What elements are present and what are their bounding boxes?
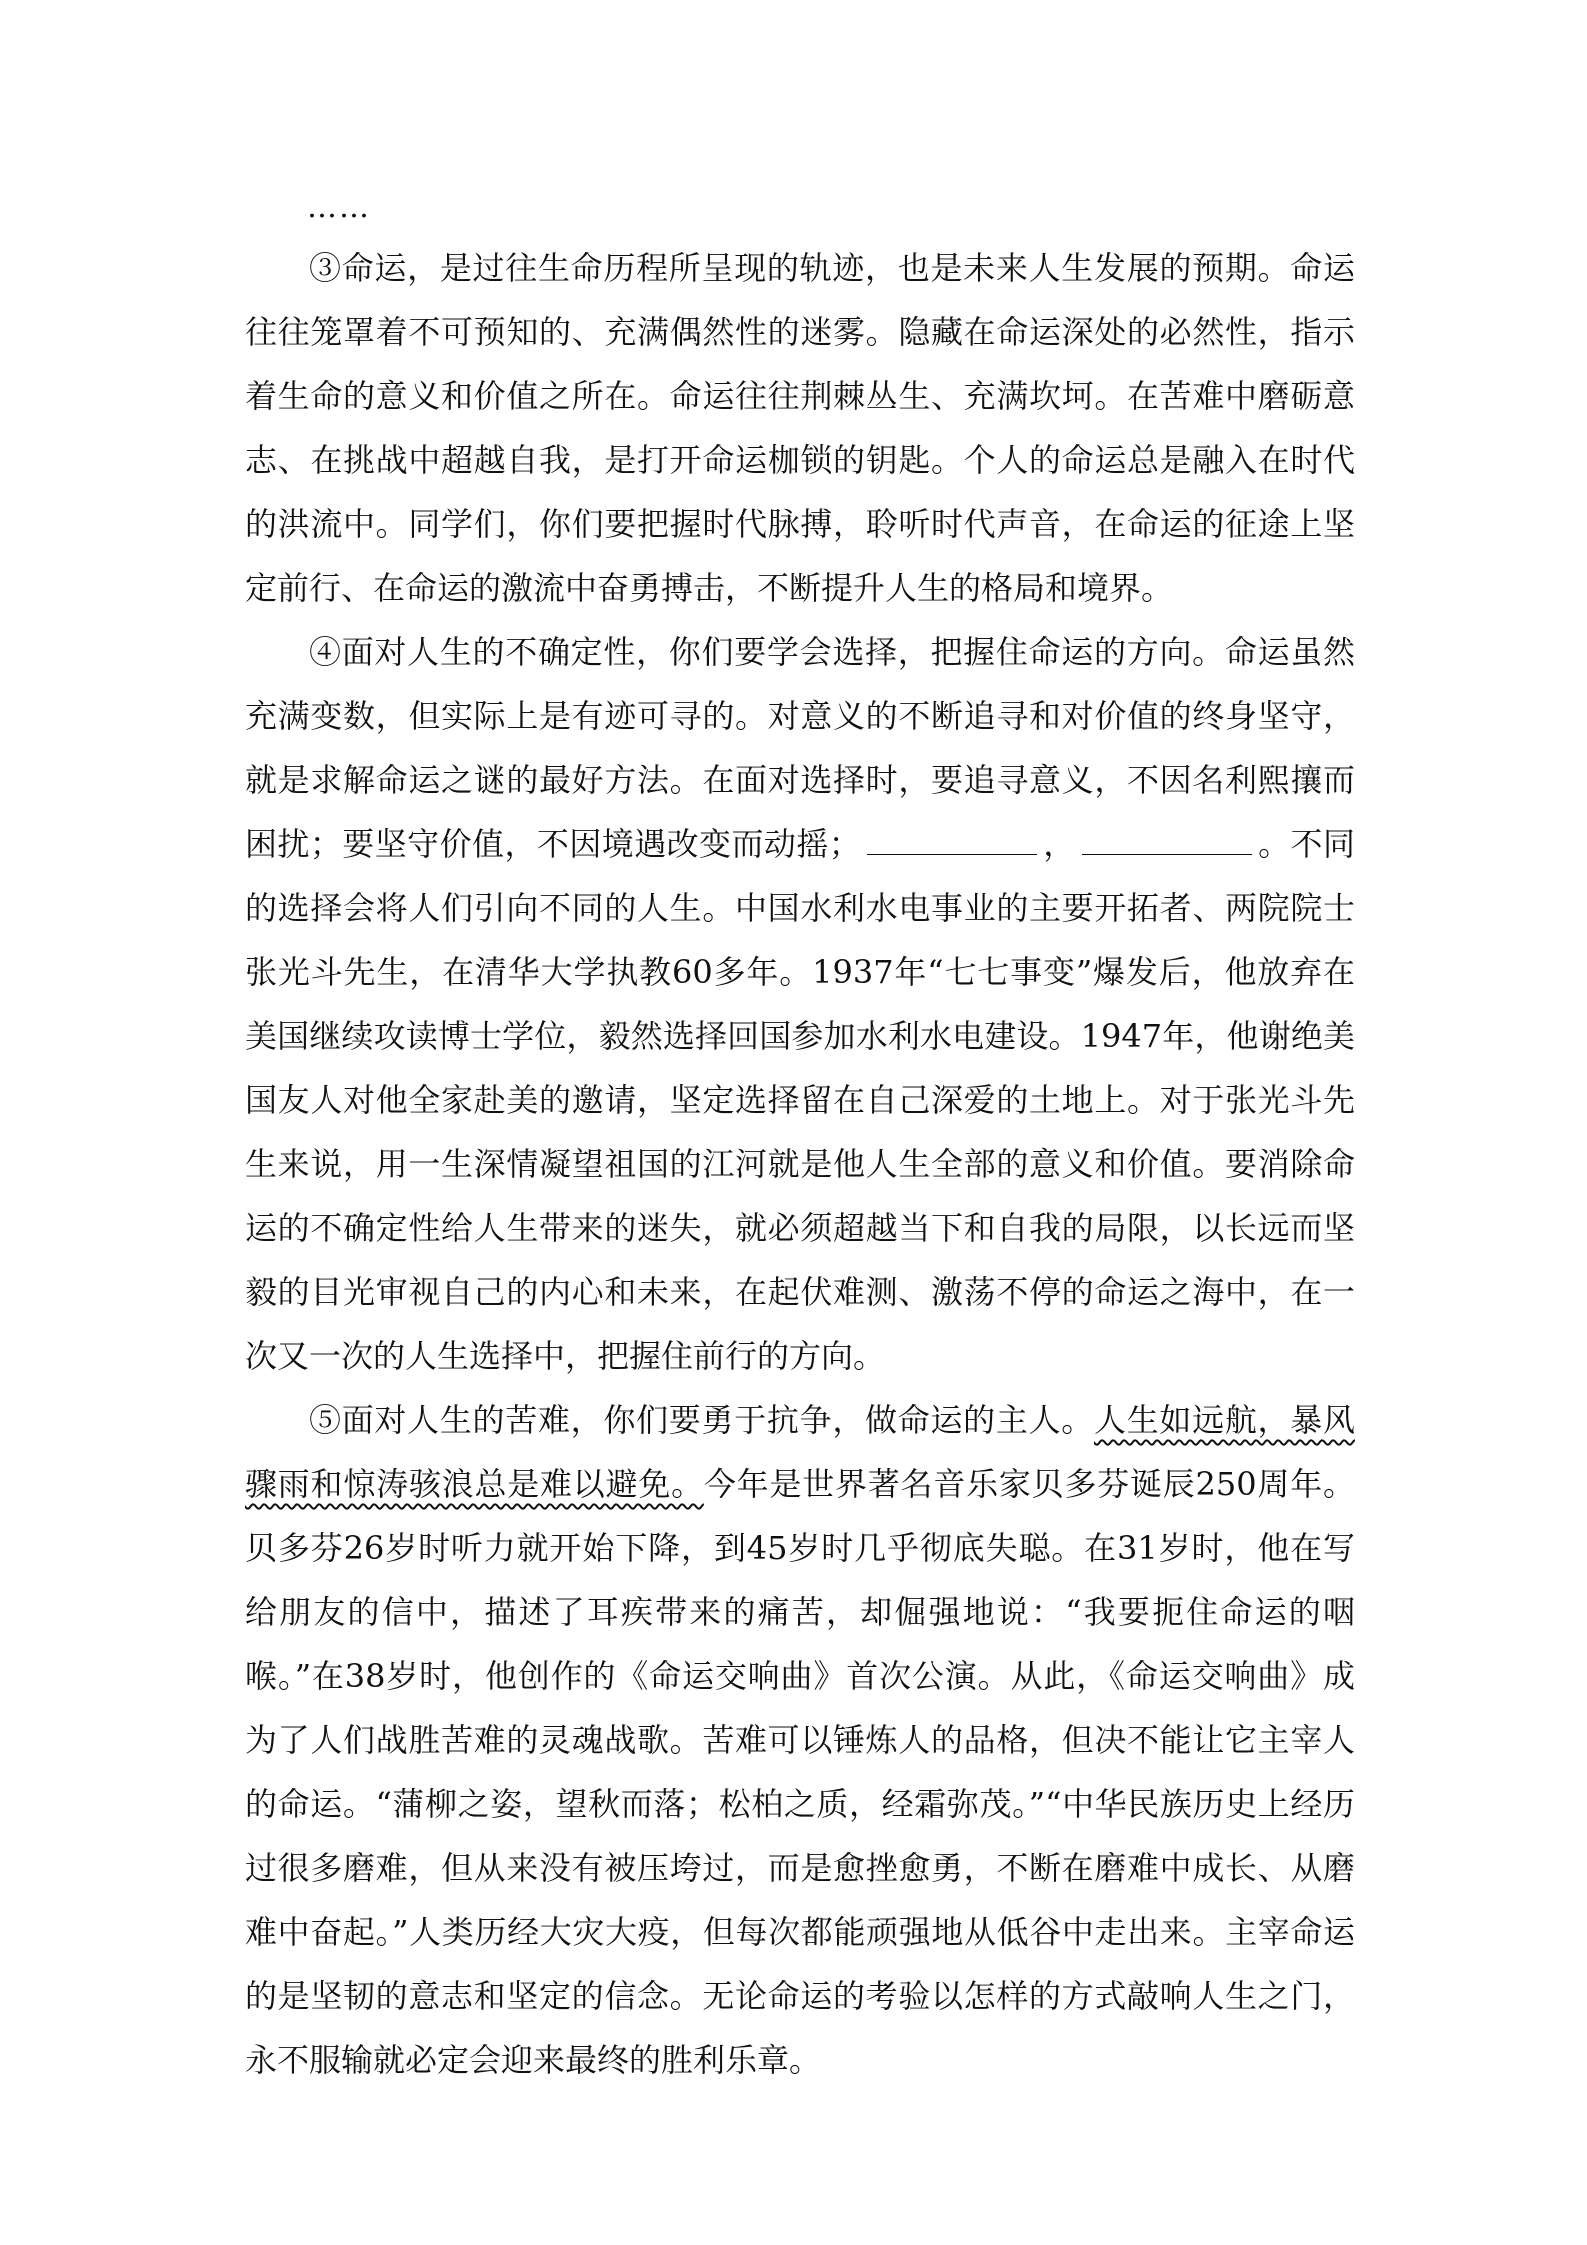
- document-body: [245, 188, 1355, 2092]
- paragraph-5-after: 今年是世界著名音乐家贝多芬诞辰250周年。贝多芬26岁时听力就开始下降，到45岁时几乎彻底失聪。在31岁时，他在写给朋友的信中，描述了耳疾带来的痛苦，却倔强地说：“我要扼住命运的咽喉。”在38岁时，他创作的《命运交响曲》首次公演。从此，《命运交响曲》成为了人们战胜苦难的灵魂战歌。苦难可以锤炼人的品格，但决不能让它主宰人的命运。“蒲柳之姿，望秋而落；松柏之质，经霜弥茂。”“中华民族历史上经历过很多磨难，但从来没有被压垮过，而是愈挫愈勇，不断在磨难中成长、从磨难中奋起。”人类历经大灾大疫，但每次都能顽强地从低谷中走出来。主宰命运的是坚韧的意志和坚定的信念。无论命运的考验以怎样的方式敲响人生之门，永不服输就必定会迎来最终的胜利乐章。: [245, 1465, 1355, 2079]
- fill-in-blank-1[interactable]: [867, 824, 1037, 855]
- paragraph-4-comma: ，: [1042, 825, 1076, 863]
- paragraph-3: ③命运，是过往生命历程所呈现的轨迹，也是未来人生发展的预期。命运往往笼罩着不可预知的、充满偶然性的迷雾。隐藏在命运深处的必然性，指示着生命的意义和价值之所在。命运往往荆棘丛生、充满坎坷。在苦难中磨砺意志、在挑战中超越自我，是打开命运枷锁的钥匙。个人的命运总是融入在时代的洪流中。同学们，你们要把握时代脉搏，聆听时代声音，在命运的征途上坚定前行、在命运的激流中奋勇搏击，不断提升人生的格局和境界。: [245, 249, 1355, 607]
- paragraph-4-before: ④面对人生的不确定性，你们要学会选择，把握住命运的方向。命运虽然充满变数，但实际上是有迹可寻的。对意义的不断追寻和对价值的终身坚守，就是求解命运之谜的最好方法。在面对选择时，要追寻意义，不因名利熙攘而困扰；要坚守价值，不因境遇改变而动摇；: [245, 633, 1355, 863]
- paragraph-4: [245, 620, 1355, 1388]
- paragraph-4-after: 。不同的选择会将人们引向不同的人生。中国水利水电事业的主要开拓者、两院院士张光斗先生，在清华大学执教60多年。1937年“七七事变”爆发后，他放弃在美国继续攻读博士学位，毅然选择回国参加水利水电建设。1947年，他谢绝美国友人对他全家赴美的邀请，坚定选择留在自己深爱的土地上。对于张光斗先生来说，用一生深情凝望祖国的江河就是他人生全部的意义和价值。要消除命运的不确定性给人生带来的迷失，就必须超越当下和自我的局限，以长远而坚毅的目光审视自己的内心和未来，在起伏难测、激荡不停的命运之海中，在一次又一次的人生选择中，把握住前行的方向。: [245, 825, 1355, 1375]
- ellipsis-marker: ……: [307, 190, 371, 225]
- paragraph-5-before: ⑤面对人生的苦难，你们要勇于抗争，做命运的主人。: [309, 1401, 1095, 1439]
- paragraph-5: [245, 1388, 1355, 2092]
- wavy-underlined-sentence: 人生如远航，暴风骤雨和惊涛骇浪总是难以避免。: [245, 1401, 1355, 1503]
- fill-in-blank-2[interactable]: [1082, 824, 1252, 855]
